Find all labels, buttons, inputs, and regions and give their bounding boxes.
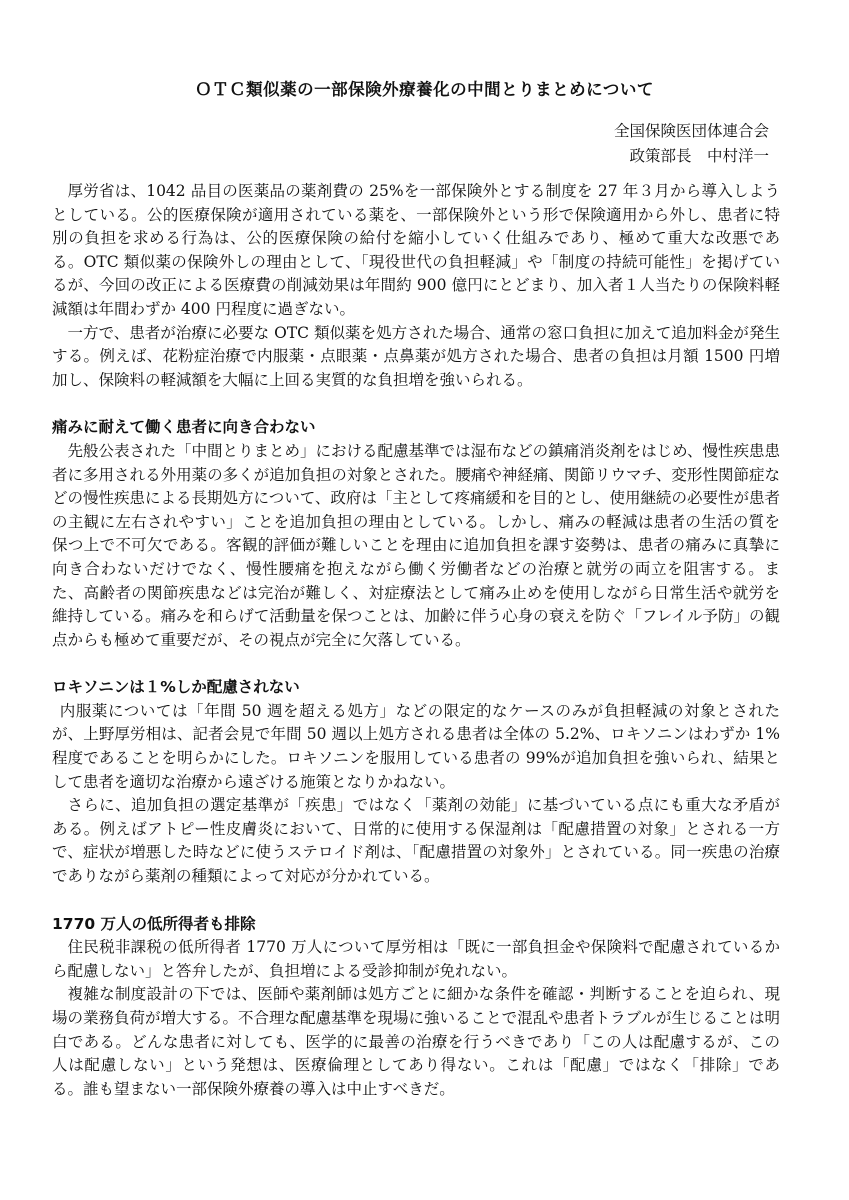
intro-paragraph-1: 厚労省は、1042 品目の医薬品の薬剤費の 25%を一部保険外とする制度を 27 年３月から導入しようとしている。公的医療保険が適用されている薬を、一部保険外という形で保険適用から外し、患者に特別の負担を求める行為は、公的医療保険の給付を縮小していく仕組みであり、極めて重大な改悪である。OTC 類似薬の保険外しの理由として、「現役世代の負担軽減」や「制度の持続可能性」を掲げているが、今回の改正による医療費の削減効果は年間約 900 億円にとどまり、加入者１人当たりの保険料軽減額は年間わずか 400 円程度に過ぎない。 [52, 182, 780, 318]
section3-paragraph-1: 住民税非課税の低所得者 1770 万人について厚労相は「既に一部負担金や保険料で配慮されているから配慮しない」と答弁したが、負担増による受診抑制が免れない。 [52, 938, 780, 980]
section-heading-3: 1770 万人の低所得者も排除 [52, 914, 256, 933]
section-heading-1: 痛みに耐えて働く患者に向き合わない [52, 418, 316, 437]
section3-paragraph-2: 複雑な制度設計の下では、医師や薬剤師は処方ごとに細かな条件を確認・判断することを迫られ、現場の業務負荷が増大する。不合理な配慮基準を現場に強いることで混乱や患者トラブルが生じることは明白である。どんな患者に対しても、医学的に最善の治療を行うべきであり「この人は配慮するが、この人は配慮しない」という発想は、医療倫理としてあり得ない。これは「配慮」ではなく「排除」である。誰も望まない一部保険外療養の導入は中止すべきだ。 [52, 985, 780, 1098]
section-heading-2: ロキソニンは１%しか配慮されない [52, 678, 300, 697]
section-spacer [52, 652, 780, 676]
document-title: ＯＴＣ類似薬の一部保険外療養化の中間とりまとめについて [195, 80, 654, 99]
section2-paragraph-2: さらに、追加負担の選定基準が「疾患」ではなく「薬剤の効能」に基づいている点にも重大な矛盾がある。例えばアトピー性皮膚炎において、日常的に使用する保湿剤は「配慮措置の対象」とされる一方で、症状が増悪した時などに使うステロイド剤は、「配慮措置の対象外」とされている。同一疾患の治療でありながら薬剤の種類によって対応が分かれている。 [52, 796, 780, 886]
section1-paragraph-1: 先般公表された「中間とりまとめ」における配慮基準では湿布などの鎮痛消炎剤をはじめ、慢性疾患患者に多用される外用薬の多くが追加負担の対象とされた。腰痛や神経痛、関節リウマチ、変形性関節症などの慢性疾患による長期処方について、政府は「主として疼痛緩和を目的とし、使用継続の必要性が患者の主観に左右されやすい」ことを追加負担の理由としている。しかし、痛みの軽減は患者の生活の質を保つ上で不可欠である。客観的評価が難しいことを理由に追加負担を課す姿勢は、患者の痛みに真摯に向き合わないだけでなく、慢性腰痛を抱えながら働く労働者などの治療と就労の両立を阻害する。また、高齢者の関節疾患などは完治が難しく、対症療法として痛み止めを使用しながら日常生活や就労を維持している。痛みを和らげて活動量を保つことは、加齢に伴う心身の衰えを防ぐ「フレイル予防」の観点からも極めて重要だが、その視点が完全に欠落している。 [52, 441, 780, 649]
section-spacer [52, 889, 780, 913]
author-position-name: 政策部長 中村洋一 [629, 147, 769, 165]
author-organization: 全国保険医団体連合会 [613, 122, 769, 140]
section2-paragraph-1: 内服薬については「年間 50 週を超える処方」などの限定的なケースのみが負担軽減の対象とされたが、上野厚労相は、記者会見で年間 50 週以上処方される患者は全体の 5.2%、ロキソニンはわずか 1%程度であることを明らかにした。ロキソニンを服用している患者の 99%が追加負担を強いられ、結果として患者を適切な治療から遠ざける施策となりかねない。 [52, 701, 780, 791]
intro-paragraph-2: 一方で、患者が治療に必要な OTC 類似薬を処方された場合、通常の窓口負担に加えて追加料金が発生する。例えば、花粉症治療で内服薬・点眼薬・点鼻薬が処方された場合、患者の負担は月額 1500 円増加し、保険料の軽減額を大幅に上回る実質的な負担増を強いられる。 [52, 323, 780, 389]
document-body [52, 180, 780, 1101]
author-block [369, 119, 769, 169]
section-spacer [52, 392, 780, 416]
